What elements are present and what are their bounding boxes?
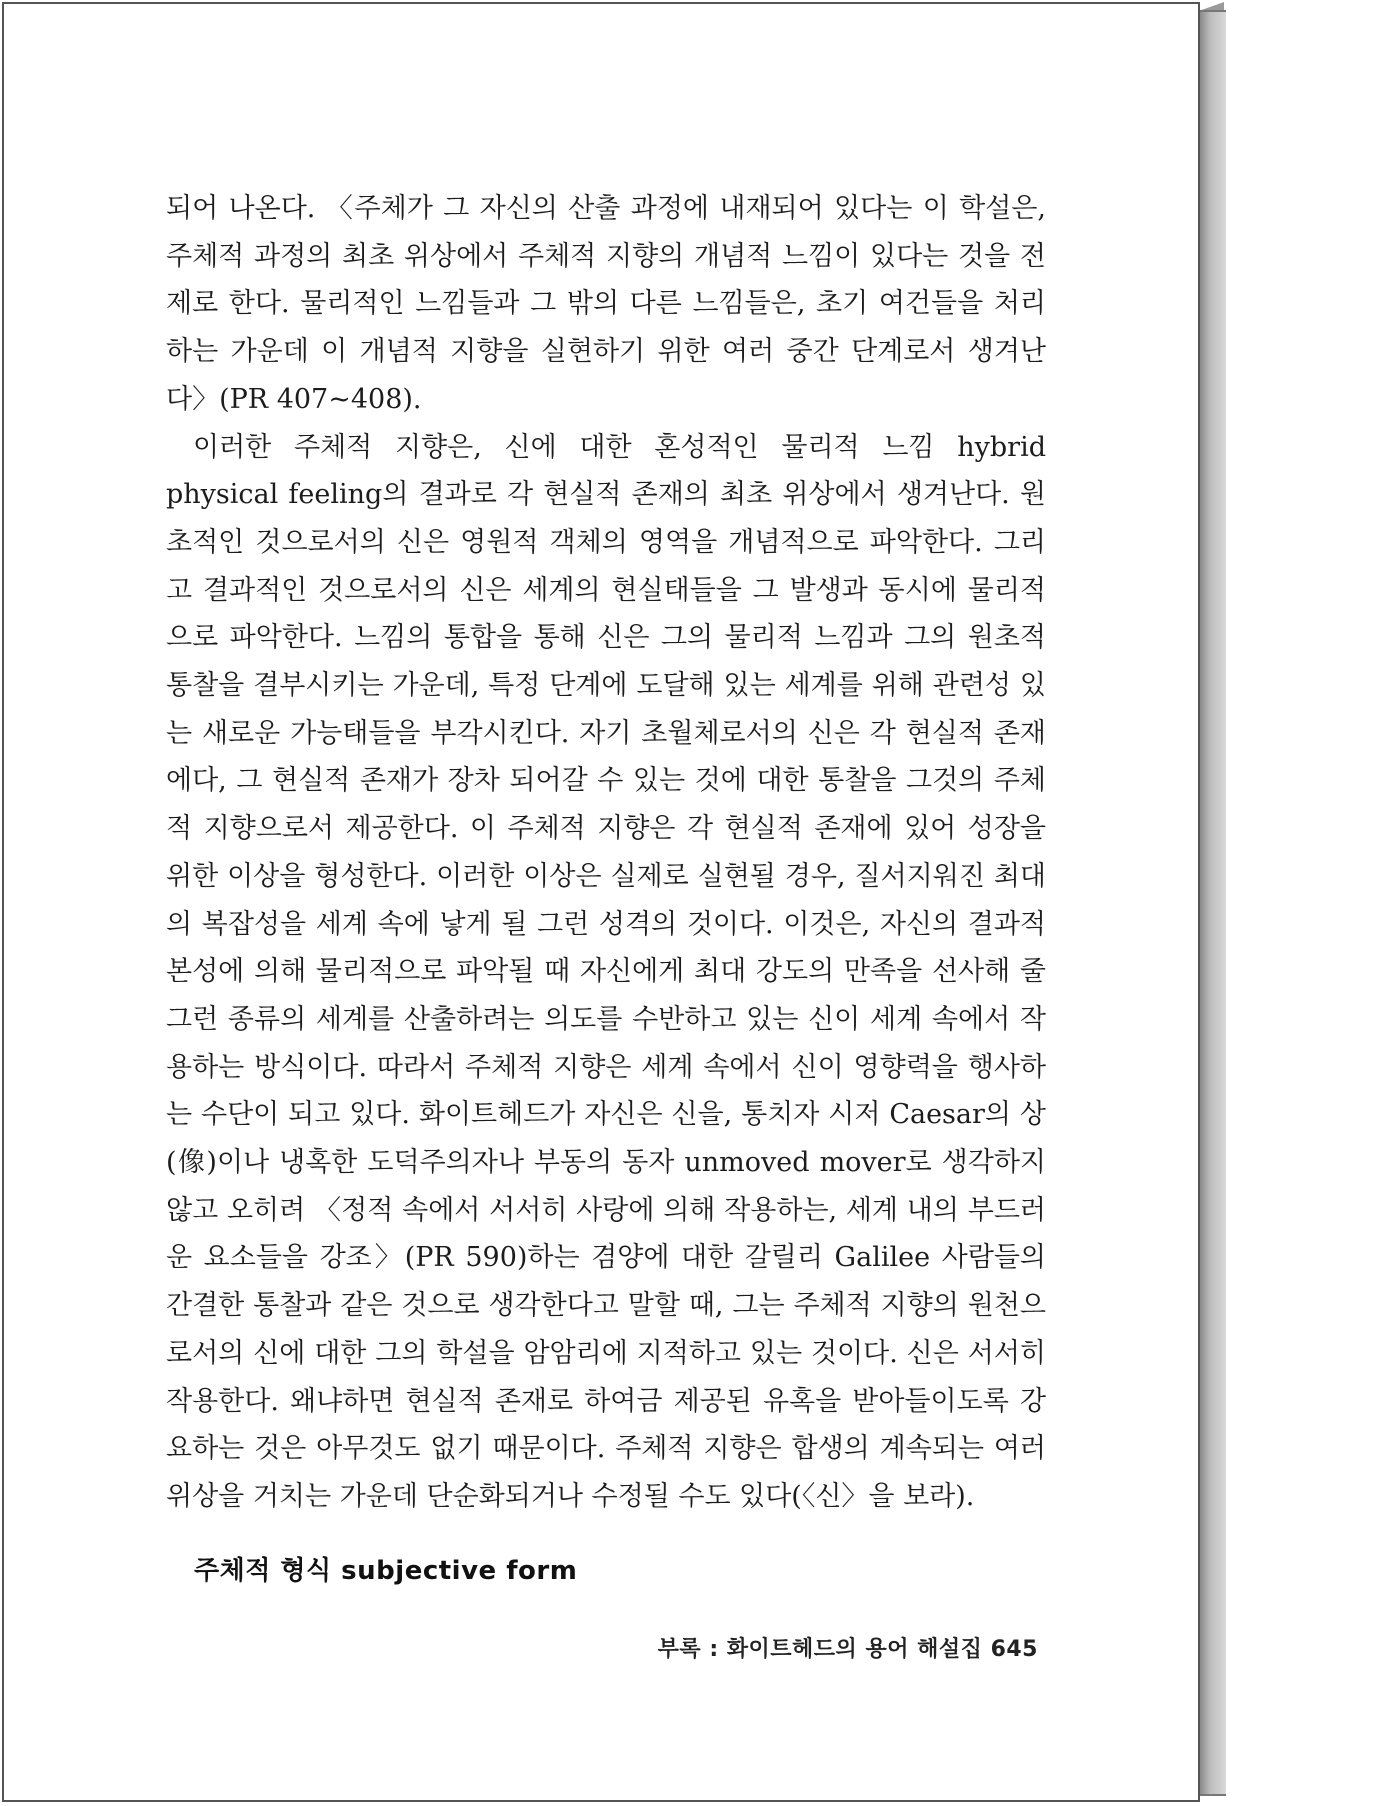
paragraph-1: 되어 나온다. 〈주체가 그 자신의 산출 과정에 내재되어 있다는 이 학설은, 주체적 과정의 최초 위상에서 주체적 지향의 개념적 느낌이 있다는 것을 전제로 한다. 물리적인 느낌들과 그 밖의 다른 느낌들은, 초기 여건들을 처리하는 가운데 이 개념적 지향을 실현하기 위한 여러 중간 단계로서 생겨난다〉(PR 407~408). [166, 193, 1046, 415]
page-number: 645 [990, 1637, 1038, 1662]
body-text [166, 185, 1046, 1521]
footer-title: 부록 : 화이트헤드의 용어 해설집 [657, 1637, 983, 1662]
page-footer [658, 1632, 1038, 1663]
paragraph-2: 이러한 주체적 지향은, 신에 대한 혼성적인 물리적 느낌 hybrid physical feeling의 결과로 각 현실적 존재의 최초 위상에서 생겨난다. 원초적인 것으로서의 신은 영원적 객체의 영역을 개념적으로 파악한다. 그리고 결과적인 것으로서의 신은 세계의 현실태들을 그 발생과 동시에 물리적으로 파악한다. 느낌의 통합을 통해 신은 그의 물리적 느낌과 그의 원초적 통찰을 결부시키는 가운데, 특정 단계에 도달해 있는 세계를 위해 관련성 있는 새로운 가능태들을 부각시킨다. 자기 초월체로서의 신은 각 현실적 존재에다, 그 현실적 존재가 장차 되어갈 수 있는 것에 대한 통찰을 그것의 주체적 지향으로서 제공한다. 이 주체적 지향은 각 현실적 존재에 있어 성장을 위한 이상을 형성한다. 이러한 이상은 실제로 실현될 경우, 질서지워진 최대의 복잡성을 세계 속에 낳게 될 그런 성격의 것이다. 이것은, 자신의 결과적 본성에 의해 물리적으로 파악될 때 자신에게 최대 강도의 만족을 선사해 줄 그런 종류의 세계를 산출하려는 의도를 수반하고 있는 신이 세계 속에서 작용하는 방식이다. 따라서 주체적 지향은 세계 속에서 신이 영향력을 행사하는 수단이 되고 있다. 화이트헤드가 자신은 신을, 통치자 시저 Caesar의 상(像)이나 냉혹한 도덕주의자나 부동의 동자 unmoved mover로 생각하지 않고 오히려 〈정적 속에서 서서히 사랑에 의해 작용하는, 세계 내의 부드러운 요소들을 강조〉(PR 590)하는 겸양에 대한 갈릴리 Galilee 사람들의 간결한 통찰과 같은 것으로 생각한다고 말할 때, 그는 주체적 지향의 원천으로서의 신에 대한 그의 학설을 암암리에 지적하고 있는 것이다. 신은 서서히 작용한다. 왜냐하면 현실적 존재로 하여금 제공된 유혹을 받아들이도록 강요하는 것은 아무것도 없기 때문이다. 주체적 지향은 합생의 계속되는 여러 위상을 거치는 가운데 단순화되거나 수정될 수도 있다(〈신〉을 보라). [166, 431, 1046, 1512]
section-heading: 주체적 형식 subjective form [194, 1556, 578, 1586]
book-page [2, 2, 1200, 1802]
page-spine [1200, 10, 1226, 1796]
